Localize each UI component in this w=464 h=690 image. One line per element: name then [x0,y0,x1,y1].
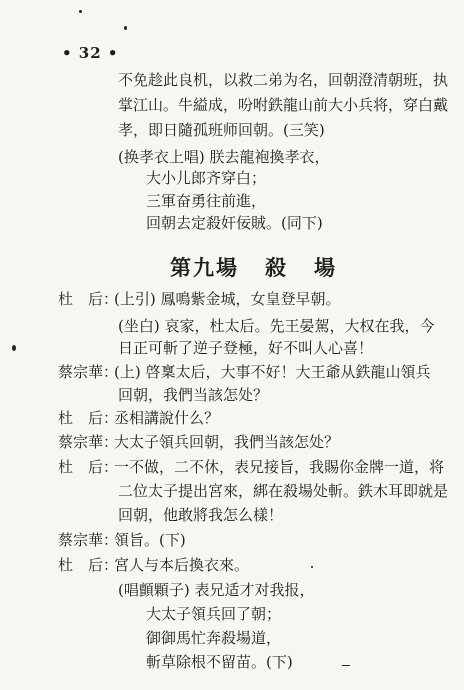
dialogue-text: 日正可斬了逆子登極，好不叫人心喜！ [118,339,374,357]
dialogue-text: 一不做，二不休，表兄接旨，我賜你金牌一道，将 [114,458,445,476]
dialogue-row [58,555,249,575]
dialogue-text: (上引) 鳳鳴紫金城，女皇登早朝。 [114,290,341,308]
dialogue-row [58,408,219,428]
dialogue-row [58,457,444,477]
dialogue-text: 回朝，我們当該怎处？ [118,386,269,404]
speaker-label: 蔡宗華： [58,531,119,549]
dialogue-text: 宮人与本后換衣來。 [114,556,250,574]
dialogue-text: 大太子領兵回了朝； [146,605,282,623]
dialogue-text: (坐白) 哀家，杜太后。先王晏駕，大权在我，今 [118,317,435,335]
dialogue-text: (上) 啓稟太后，大事不好！大王爺从鉄龍山領兵 [114,363,431,381]
intro-line-3: 孝，即日隨孤班师回朝。(三笑) [118,121,325,139]
dialogue-text: 斬草除根不留苗。(下) [146,653,293,671]
ink-speck [79,10,82,13]
dialogue-text: (唱顫顆子) 表兄适才对我报， [118,581,315,599]
scene-title-word-1: 殺 [265,255,288,280]
intro-line-2: 掌江山。牛縊成，吩咐鉄龍山前大小兵将，穿白戴 [118,96,449,114]
dialogue-text: 領旨。(下) [114,531,186,549]
speaker-label: 杜 后： [58,290,119,308]
page-number: • 32 • [62,44,119,62]
speaker-label: 蔡宗華： [58,363,119,381]
speaker-label: 杜 后： [58,458,119,476]
intro-line-6: 三軍奋勇往前進， [146,192,267,210]
speaker-label: 杜 后： [58,409,119,427]
ink-speck [12,345,16,351]
scene-title-word-2: 場 [314,255,337,280]
intro-line-5: 大小儿郎齐穿白； [146,169,267,187]
dialogue-text: 丞相講說什么？ [114,409,220,427]
dialogue-row [58,432,339,452]
scene-title [170,252,337,282]
intro-line-4: (换孝衣上唱) 朕去龍袍換孝衣， [118,148,330,166]
dialogue-text: 回朝，他敢將我怎么樣！ [118,506,284,524]
dialogue-text: 大太子領兵回朝，我們当該怎处？ [114,433,340,451]
ink-speck [124,26,127,30]
intro-line-1: 不免趁此良机，以救二弟为名，回朝澄清朝班，执 [118,71,449,89]
scene-title-number: 第九場 [170,255,239,280]
dialogue-row [58,289,340,309]
dialogue-text: 二位太子提出宮來，綁在殺場处斬。鉄木耳即就是 [118,482,449,500]
dialogue-row [58,530,186,550]
intro-line-7: 回朝去定殺奸佞賊。(同下) [146,214,323,232]
speaker-label: 蔡宗華： [58,433,119,451]
ink-speck [311,566,313,568]
speaker-label: 杜 后： [58,556,119,574]
ink-speck [342,665,350,666]
dialogue-row [58,362,430,382]
dialogue-text: 御御馬忙奔殺場道， [146,629,282,647]
